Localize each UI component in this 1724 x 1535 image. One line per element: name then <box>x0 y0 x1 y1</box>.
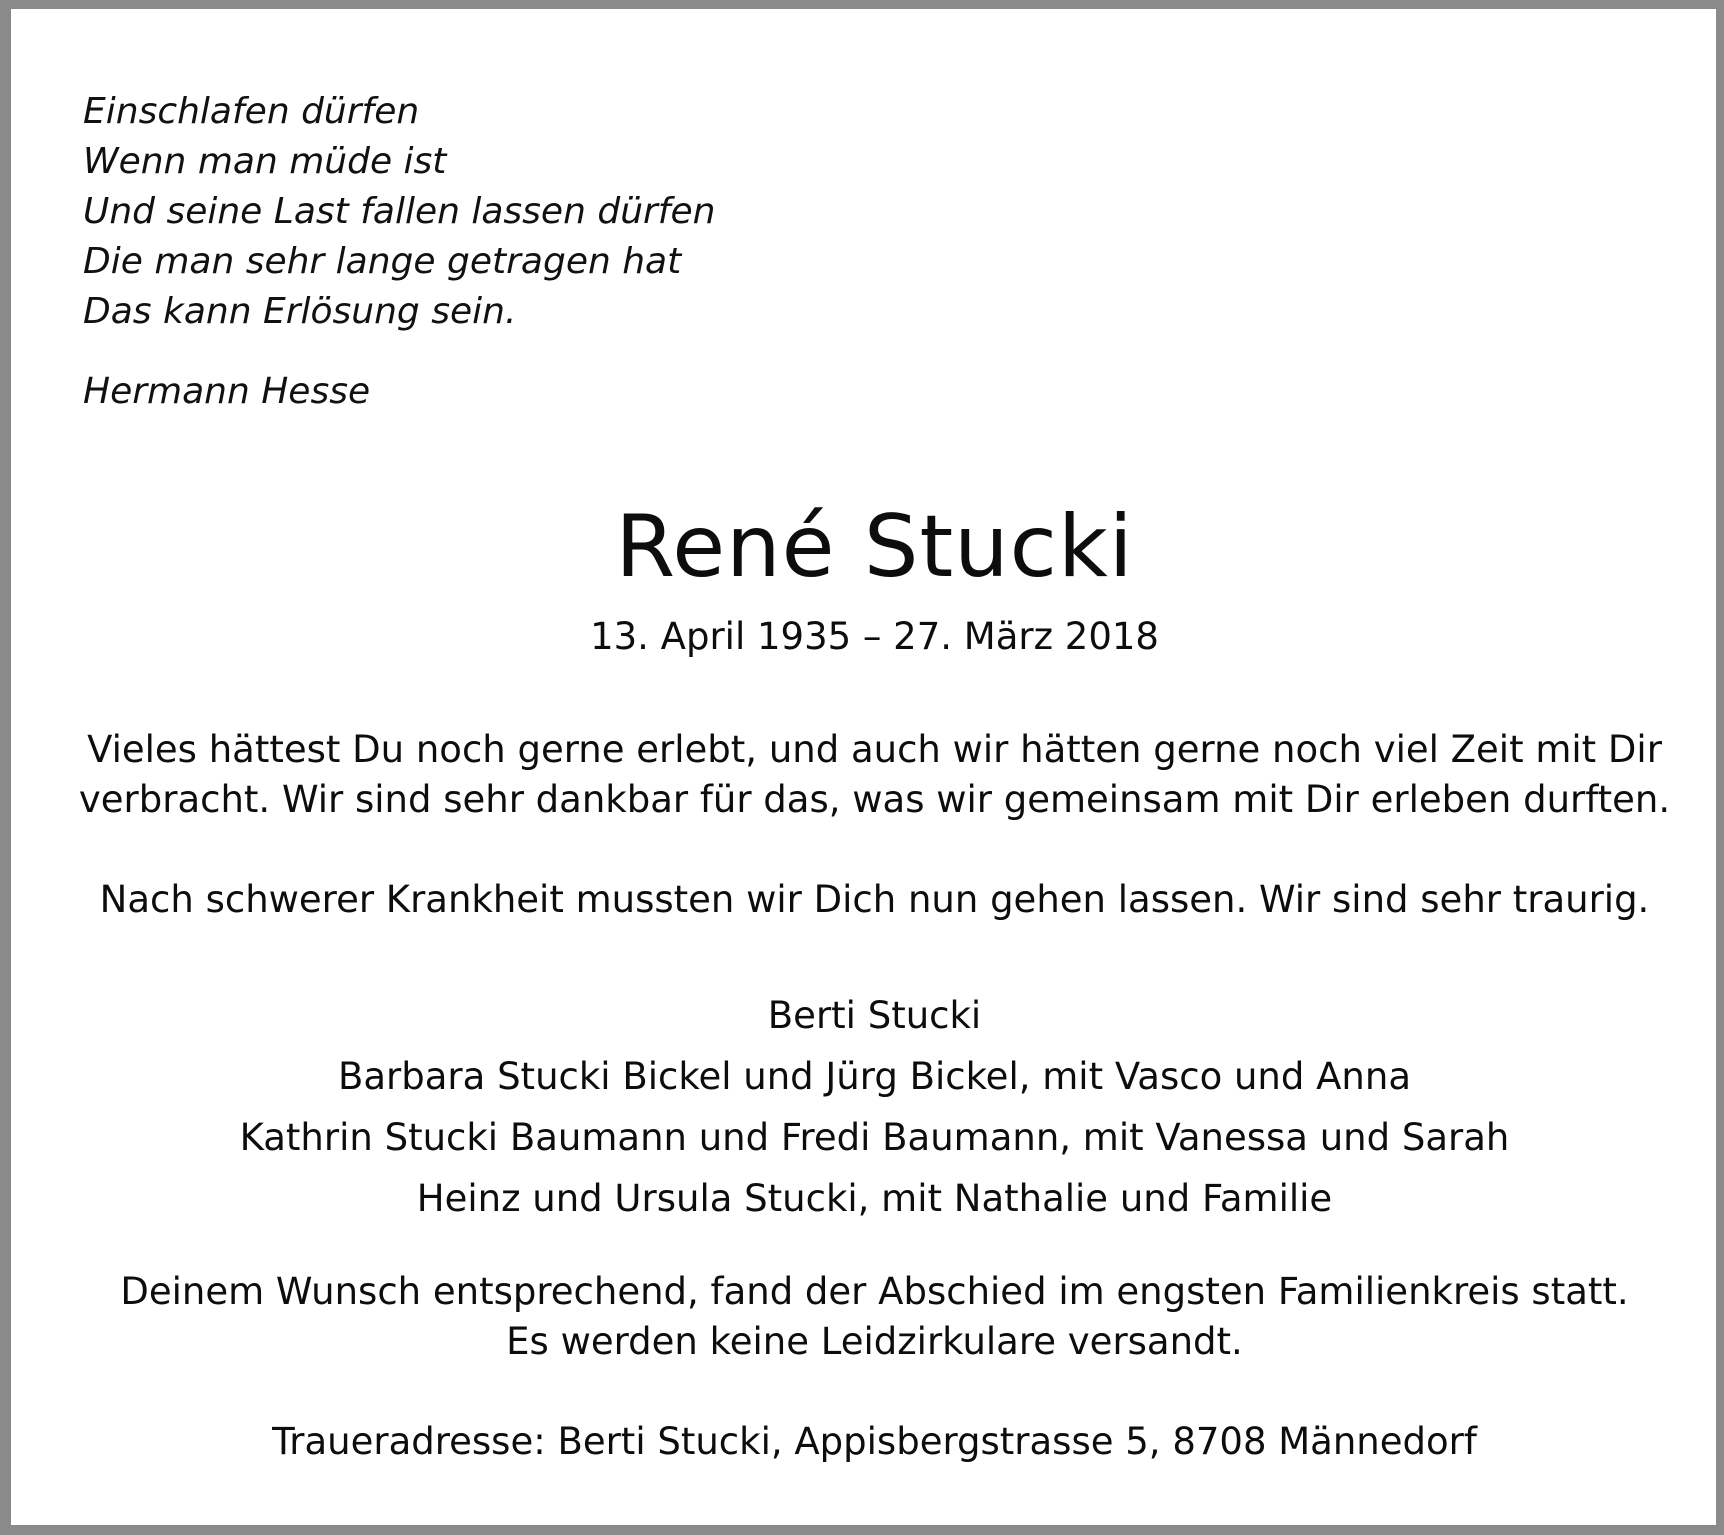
family-member: Kathrin Stucki Baumann und Fredi Baumann, mit Vanessa und Sarah <box>239 1116 1510 1159</box>
closing-line: Deinem Wunsch entsprechend, fand der Abschied im engsten Familienkreis statt. <box>120 1270 1629 1313</box>
poem-line: Und seine Last fallen lassen dürfen <box>83 191 716 232</box>
poem-author: Hermann Hesse <box>83 371 371 412</box>
family-member: Heinz und Ursula Stucki, mit Nathalie und Familie <box>416 1177 1333 1220</box>
poem-line: Wenn man müde ist <box>83 141 447 182</box>
poem-line: Einschlafen dürfen <box>83 91 420 132</box>
closing-note <box>22 1267 1724 1367</box>
life-dates: 13. April 1935 – 27. März 2018 <box>590 615 1159 658</box>
poem-line: Die man sehr lange getragen hat <box>83 241 682 282</box>
deceased-name: René Stucki <box>615 497 1134 597</box>
poem-line: Das kann Erlösung sein. <box>83 291 517 332</box>
message-line: Vieles hättest Du noch gerne erlebt, und auch wir hätten gerne noch viel Zeit mit Dir <box>87 728 1662 771</box>
message-line: verbracht. Wir sind sehr dankbar für das, was wir gemeinsam mit Dir erleben durften. <box>78 778 1671 821</box>
family-list <box>22 985 1724 1229</box>
family-member: Berti Stucki <box>767 994 982 1037</box>
family-member: Barbara Stucki Bickel und Jürg Bickel, mit Vasco und Anna <box>338 1055 1411 1098</box>
mourning-address: Traueradresse: Berti Stucki, Appisbergstrasse 5, 8708 Männedorf <box>272 1420 1477 1463</box>
poem-quote <box>83 87 715 337</box>
farewell-message <box>22 725 1724 825</box>
sorrow-message: Nach schwerer Krankheit mussten wir Dich nun gehen lassen. Wir sind sehr traurig. <box>99 878 1650 921</box>
closing-line: Es werden keine Leidzirkulare versandt. <box>506 1320 1243 1363</box>
